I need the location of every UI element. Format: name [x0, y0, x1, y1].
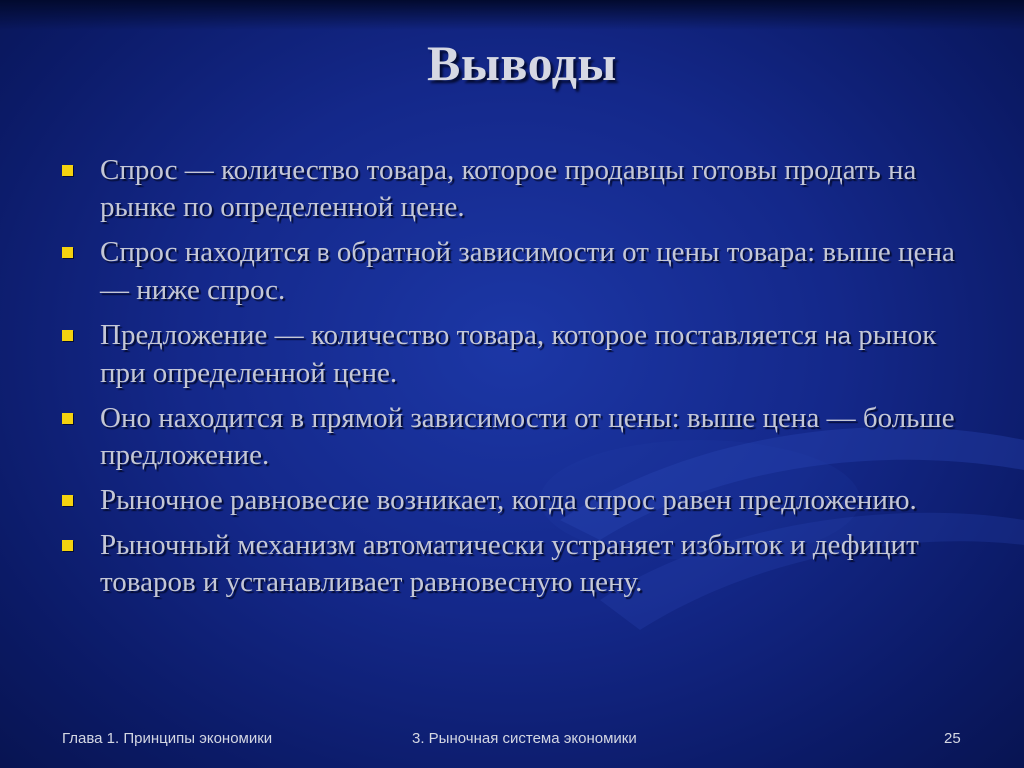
bullet-text: Рыночное равновесие возникает, когда спрос равен предложению. — [100, 484, 917, 516]
bullet-marker-icon — [62, 540, 73, 551]
bullet-text: Оно находится в прямой зависимости от цены: выше цена — больше предложение. — [100, 402, 955, 471]
footer-chapter: Глава 1. Принципы экономики — [62, 730, 273, 747]
bullet-text: Спрос — количество товара, которое продавцы готовы продать на рынке по определенной цене. — [100, 154, 917, 223]
footer-section: 3. Рыночная система экономики — [412, 730, 637, 747]
bullet-text-sans-word: в — [316, 240, 330, 267]
bullet-marker-icon — [62, 247, 73, 258]
footer-page-number: 25 — [944, 730, 961, 747]
bullet-item — [62, 482, 962, 519]
bullet-marker-icon — [62, 413, 73, 424]
bullet-text: Рыночный механизм автоматически устраняет избыток и дефицит товаров и устанавливает равновесную цену. — [100, 529, 919, 598]
bullet-marker-icon — [62, 330, 73, 341]
slide-title: Выводы — [427, 35, 617, 91]
bullet-marker-icon — [62, 495, 73, 506]
bullet-marker-icon — [62, 165, 73, 176]
bullet-text: Спрос находится — [100, 236, 317, 268]
bullet-text: Предложение — количество товара, которое поставляется — [100, 319, 825, 351]
bullet-item — [62, 317, 962, 392]
bullet-text-sans-word: на — [824, 323, 852, 350]
bullet-list — [62, 152, 962, 609]
bullet-item — [62, 234, 962, 309]
bullet-text: обратной зависимости от цены товара: выше цена — ниже спрос. — [100, 236, 955, 306]
bullet-item — [62, 152, 962, 226]
bullet-item — [62, 400, 962, 474]
bullet-item — [62, 527, 962, 601]
bullet-text: рынок при определенной цене. — [100, 319, 937, 389]
